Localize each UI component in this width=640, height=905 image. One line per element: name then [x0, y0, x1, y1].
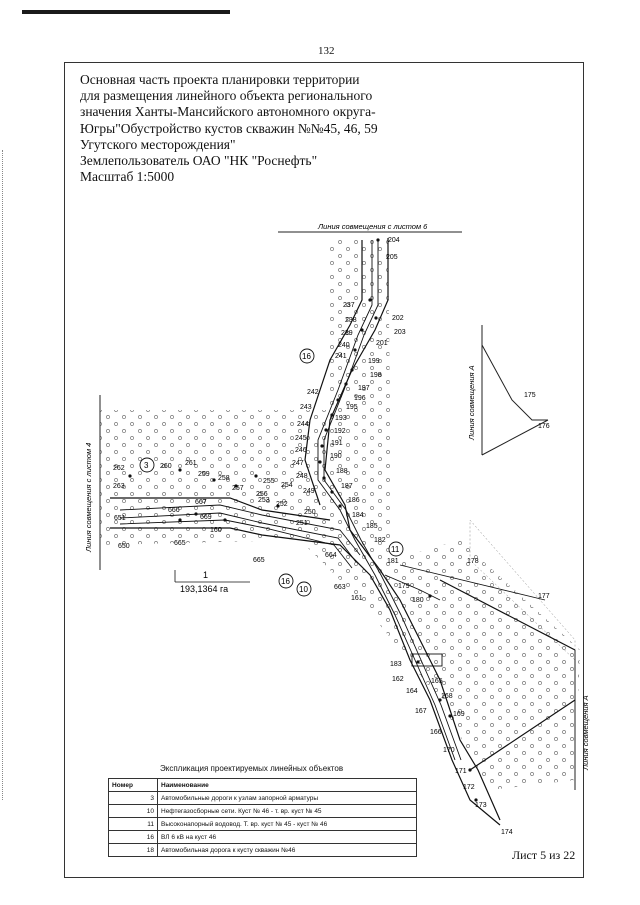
legend-row-name: Высоконапорный водовод. Т. вр. куст № 45 - куст № 46	[158, 818, 417, 831]
point-label: 261	[185, 460, 197, 467]
point-label: 665	[174, 540, 186, 547]
point-label: 199	[368, 358, 380, 365]
point-label: 244	[297, 421, 309, 428]
legend-row-number: 3	[109, 792, 158, 805]
point-label: 166	[430, 729, 442, 736]
point-label: 170	[443, 747, 455, 754]
point-label: 190	[330, 453, 342, 460]
legend-row-name: Автомобильная дорога к кусту скважин №46	[158, 844, 417, 857]
point-label: 191	[331, 440, 343, 447]
point-label: 164	[406, 688, 418, 695]
point-label: 168	[441, 693, 453, 700]
page-number: 132	[318, 45, 335, 57]
point-label: 204	[388, 237, 400, 244]
point-label: 663	[334, 584, 346, 591]
point-label: 666	[168, 507, 180, 514]
point-label: 181	[387, 558, 399, 565]
point-label: 175	[524, 392, 536, 399]
legend-header-row	[109, 779, 417, 792]
sheet6-label: Линия совмещения с листом 6	[318, 222, 428, 231]
marker-label: 3	[144, 461, 149, 470]
point-label: 196	[354, 395, 366, 402]
inset-a-left	[467, 325, 548, 455]
point-label: 263	[113, 483, 125, 490]
point-label: 246	[295, 447, 307, 454]
area-number: 1	[203, 570, 209, 580]
point-label: 169	[453, 711, 465, 718]
point-label: 240	[338, 342, 350, 349]
point-label: 245	[295, 435, 307, 442]
point-label: 171	[455, 768, 467, 775]
point-label: 177	[538, 593, 550, 600]
legend-col-number: Номер	[109, 779, 158, 792]
point-label: 665	[253, 557, 265, 564]
title-line: Югры"Обустройство кустов скважин №№45, 46, 59	[80, 120, 378, 136]
point-label: 198	[370, 372, 382, 379]
point-label: 238	[345, 317, 357, 324]
legend-row	[109, 831, 417, 844]
legend-table	[108, 778, 417, 857]
point-label: 184	[352, 512, 364, 519]
point-label: 667	[195, 499, 207, 506]
point-label: 255	[263, 478, 275, 485]
legend-row	[109, 792, 417, 805]
legend-row	[109, 805, 417, 818]
point-label: 203	[394, 329, 406, 336]
point-label: 248	[296, 473, 308, 480]
title-line: для размещения линейного объекта регионального	[80, 88, 373, 104]
legend-row-name: ВЛ 6 кВ на куст 46	[158, 831, 417, 844]
point-label: 650	[118, 543, 130, 550]
point-label: 195	[346, 404, 358, 411]
point-label: 162	[392, 676, 404, 683]
point-label: 253	[258, 497, 270, 504]
legend-row-number: 11	[109, 818, 158, 831]
point-label: 172	[463, 784, 475, 791]
marker-label: 16	[302, 352, 311, 361]
marker-label: 16	[281, 577, 290, 586]
title-line: значения Ханты-Мансийского автономного округа-	[80, 104, 376, 120]
point-label: 160	[210, 527, 222, 534]
sheet-number: Лист 5 из 22	[512, 848, 576, 862]
area-value: 193,1364 га	[180, 584, 229, 594]
legend-row-number: 18	[109, 844, 158, 857]
marker-label: 10	[299, 585, 308, 594]
point-label: 242	[307, 389, 319, 396]
point-label: 183	[390, 661, 402, 668]
point-label: 180	[412, 597, 424, 604]
point-label: 197	[358, 385, 370, 392]
point-label: 259	[198, 471, 210, 478]
point-label: 201	[376, 340, 388, 347]
title-line: Основная часть проекта планировки территории	[80, 72, 360, 87]
title-line: Угутского месторождения"	[80, 136, 236, 152]
point-label: 243	[300, 404, 312, 411]
sheet6-boundary	[278, 222, 462, 232]
point-label: 193	[335, 415, 347, 422]
legend-row-number: 16	[109, 831, 158, 844]
marker-label: 11	[391, 545, 400, 554]
point-label: 651	[114, 515, 126, 522]
point-label: 192	[334, 428, 346, 435]
point-label: 187	[341, 483, 353, 490]
point-label: 250	[304, 509, 316, 516]
point-label: 185	[366, 523, 378, 530]
point-label: 241	[335, 353, 347, 360]
legend-row-name: Нефтегазосборные сети. Куст № 46 - т. вр. куст № 45	[158, 805, 417, 818]
point-label: 182	[374, 537, 386, 544]
point-label: 247	[292, 460, 304, 467]
point-label: 202	[392, 315, 404, 322]
legend-row	[109, 818, 417, 831]
title-line: Землепользователь ОАО "НК "Роснефть"	[80, 153, 318, 169]
point-label: 239	[341, 330, 353, 337]
inset-a-right-label: Линия совмещения А	[581, 695, 590, 770]
point-label: 179	[398, 583, 410, 590]
point-label: 254	[281, 482, 293, 489]
area-annotation	[175, 570, 250, 594]
point-label: 188	[336, 468, 348, 475]
point-label: 249	[303, 488, 315, 495]
legend-row	[109, 844, 417, 857]
inset-a-label: Линия совмещения А	[467, 365, 476, 440]
sheet4-boundary	[84, 395, 100, 570]
point-label: 174	[501, 829, 513, 836]
legend-title: Экспликация проектируемых линейных объектов	[160, 764, 344, 773]
point-label: 256	[256, 491, 268, 498]
point-label: 167	[415, 708, 427, 715]
point-label: 237	[343, 302, 355, 309]
point-label: 186	[348, 497, 360, 504]
point-label: 165	[431, 678, 443, 685]
sheet4-label: Линия совмещения с листом 4	[84, 442, 93, 552]
legend-col-name: Наименование	[158, 779, 417, 792]
legend-row-number: 10	[109, 805, 158, 818]
scale-line: Масштаб 1:5000	[80, 169, 175, 185]
point-label: 257	[232, 485, 244, 492]
point-label: 262	[113, 465, 125, 472]
point-label: 251	[296, 520, 308, 527]
point-label: 258	[218, 475, 230, 482]
point-label: 260	[160, 463, 172, 470]
point-label: 178	[467, 558, 479, 565]
point-label: 669	[200, 514, 212, 521]
point-label: 161	[351, 595, 363, 602]
point-label: 173	[475, 802, 487, 809]
point-label: 664	[325, 552, 337, 559]
point-label: 176	[538, 423, 550, 430]
legend-row-name: Автомобильные дороги к узлам запорной арматуры	[158, 792, 417, 805]
point-label: 252	[276, 501, 288, 508]
point-label: 205	[386, 254, 398, 261]
